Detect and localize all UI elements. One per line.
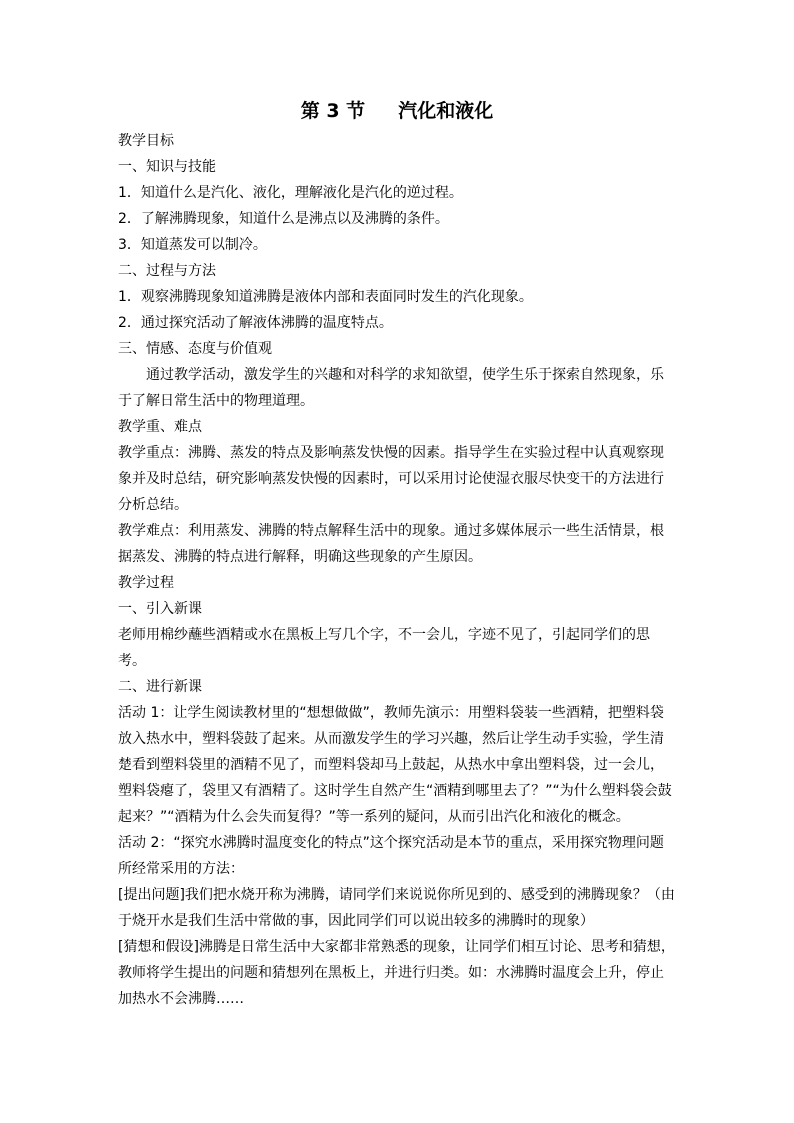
list-item: 1．知道什么是汽化、液化，理解液化是汽化的逆过程。 (118, 185, 463, 201)
body-paragraph: 教学重点：沸腾、蒸发的特点及影响蒸发快慢的因素。指导学生在实验过程中认真观察现象并及时总结，研究影响蒸发快慢的因素时，可以采用讨论使湿衣服尽快变干的方法进行分析总结。 (118, 445, 664, 513)
heading-teaching-process: 教学过程 (118, 575, 174, 591)
body-paragraph: [猜想和假设]沸腾是日常生活中大家都非常熟悉的现象，让同学们相互讨论、思考和猜想，教师将学生提出的问题和猜想列在黑板上，并进行归类。如：水沸腾时温度会上升，停止加热水不会沸腾…… (118, 939, 675, 1007)
body-paragraph: [提出问题]我们把水烧开称为沸腾，请同学们来说说你所见到的、感受到的沸腾现象？（由于烧开水是我们生活中常做的事，因此同学们可以说出较多的沸腾时的现象） (118, 887, 675, 929)
list-item: 2．通过探究活动了解液体沸腾的温度特点。 (118, 315, 393, 331)
body-paragraph: 教学难点：利用蒸发、沸腾的特点解释生活中的现象。通过多媒体展示一些生活情景，根据蒸发、沸腾的特点进行解释，明确这些现象的产生原因。 (118, 523, 664, 565)
heading-teaching-objectives: 教学目标 (118, 133, 174, 149)
document-body (118, 128, 676, 1012)
page-title: 第 3 节 汽化和液化 (300, 100, 494, 122)
subheading-new-lesson: 二、进行新课 (118, 679, 202, 695)
subheading-process-method: 二、过程与方法 (118, 263, 216, 279)
subheading-emotion-values: 三、情感、态度与价值观 (118, 341, 272, 357)
body-paragraph: 老师用棉纱蘸些酒精或水在黑板上写几个字，不一会儿，字迹不见了，引起同学们的思考。 (118, 627, 650, 669)
list-item: 1．观察沸腾现象知道沸腾是液体内部和表面同时发生的汽化现象。 (118, 289, 533, 305)
list-item: 3．知道蒸发可以制冷。 (118, 237, 267, 253)
body-paragraph: 活动 1：让学生阅读教材里的“想想做做”，教师先演示：用塑料袋装一些酒精，把塑料袋放入热水中，塑料袋鼓了起来。从而激发学生的学习兴趣，然后让学生动手实验，学生清楚看到塑料袋里的酒精不见了，而塑料袋却马上鼓起，从热水中拿出塑料袋，过一会儿，塑料袋瘪了，袋里又有酒精了。这时学生自然产生“酒精到哪里去了？”“为什么塑料袋会鼓起来？”“酒精为什么会失而复得？”等一系列的疑问，从而引出汽化和液化的概念。 (118, 705, 672, 825)
subheading-introduction: 一、引入新课 (118, 601, 202, 617)
subheading-knowledge-skills: 一、知识与技能 (118, 159, 216, 175)
body-paragraph: 活动 2：“探究水沸腾时温度变化的特点”这个探究活动是本节的重点，采用探究物理问题所经常采用的方法： (118, 835, 664, 877)
list-item: 2．了解沸腾现象，知道什么是沸点以及沸腾的条件。 (118, 211, 449, 227)
heading-key-difficult-points: 教学重、难点 (118, 419, 202, 435)
body-paragraph: 通过教学活动，激发学生的兴趣和对科学的求知欲望，使学生乐于探索自然现象，乐于了解日常生活中的物理道理。 (118, 367, 664, 409)
